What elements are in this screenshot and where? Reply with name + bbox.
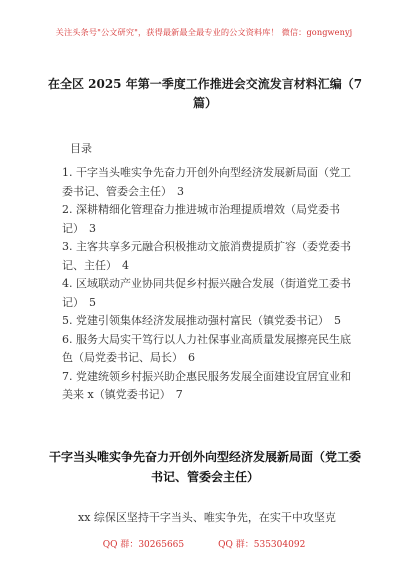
toc-item[interactable] xyxy=(62,164,352,201)
toc-item[interactable] xyxy=(62,238,352,275)
section-title: 干字当头唯实争先奋力开创外向型经济发展新局面（党工委书记、管委会主任） xyxy=(48,450,361,484)
toc-item[interactable] xyxy=(62,312,352,331)
toc-item[interactable] xyxy=(62,275,352,312)
document-title: 在全区 2025 年第一季度工作推进会交流发言材料汇编（7 篇） xyxy=(47,77,363,110)
toc-item-page: 4 xyxy=(122,258,129,272)
qq-group-1: QQ 群：30265665 xyxy=(102,540,185,550)
toc-item[interactable] xyxy=(62,368,352,405)
footer-contacts xyxy=(0,537,408,550)
toc-item-page: 7 xyxy=(175,388,183,401)
toc-heading: 目录 xyxy=(70,142,92,155)
toc-item-text: 1. 干字当头唯实争先奋力开创外向型经济发展新局面（党工委书记、管委会主任） xyxy=(62,166,351,198)
toc-item-text: 4. 区域联动产业协同共促乡村振兴融合发展（街道党工委书记） xyxy=(62,277,351,309)
toc-item-page: 6 xyxy=(188,351,195,364)
toc-item-text: 2. 深耕精细化管理奋力推进城市治理提质增效（局党委书记） xyxy=(62,203,340,235)
toc-item-page: 5 xyxy=(334,314,341,327)
toc-item[interactable] xyxy=(62,201,352,238)
body-paragraph: xx 综保区坚持干字当头、唯实争先，在实干中攻坚克 xyxy=(78,511,336,524)
promo-banner: 关注头条号"公文研究"，获得最新最全最专业的公文资料库！ 微信：gongwenyj xyxy=(55,27,353,37)
toc-item-page: 3 xyxy=(89,221,96,235)
table-of-contents xyxy=(62,164,352,405)
toc-item-text: 5. 党建引领集体经济发展推动强村富民（镇党委书记） xyxy=(62,314,329,327)
toc-item-page: 5 xyxy=(89,295,96,309)
toc-item-text: 6. 服务大局实干笃行以人力社保事业高质量发展擦亮民生底色（局党委书记、局长） xyxy=(62,332,351,364)
qq-group-2: QQ 群：535304092 xyxy=(218,540,306,550)
toc-item-text: 7. 党建统领乡村振兴助企惠民服务发展全面建设宜居宜业和美来 x（镇党委书记） xyxy=(62,369,351,401)
toc-item-page: 3 xyxy=(177,184,184,198)
toc-item-text: 3. 主客共享多元融合积极推动文旅消费提质扩容（委党委书记、主任） xyxy=(62,240,351,272)
toc-item[interactable] xyxy=(62,331,352,368)
